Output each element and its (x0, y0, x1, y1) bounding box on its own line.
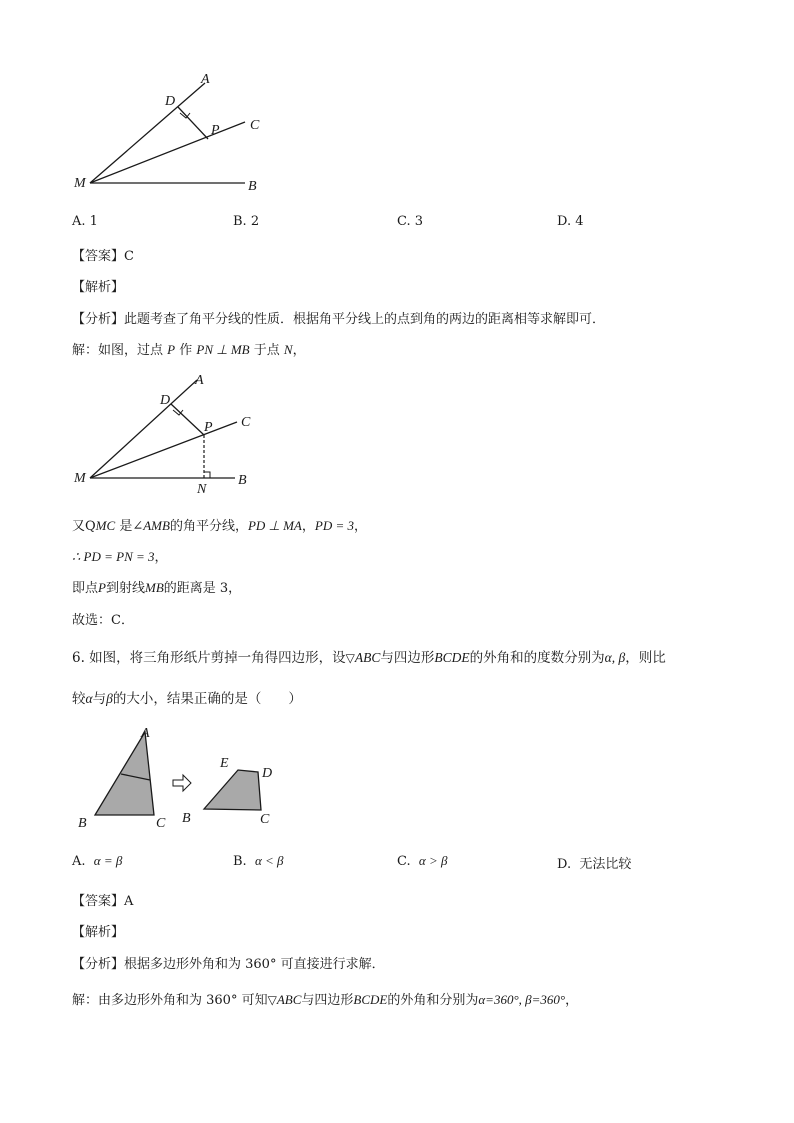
label-A: A (141, 726, 150, 741)
label-E: E (220, 756, 229, 771)
step-2: ∴ PD = PN = 3， (72, 549, 168, 565)
q6-option-c: C. α > β (397, 853, 448, 869)
step-3: 即点P到射线MB的距离是 3， (72, 580, 242, 596)
q6-answer-line: 【答案】A (72, 894, 134, 909)
label-D: D (165, 94, 176, 109)
label-N: N (197, 482, 207, 497)
label-P: P (204, 420, 213, 435)
label-C: C (250, 118, 260, 133)
option-a: A. 1 (72, 214, 98, 229)
label-D: D (160, 393, 171, 408)
analysis-text: 【分析】此题考查了角平分线的性质．根据角平分线上的点到角的两边的距离相等求解即可． (72, 312, 606, 327)
label-M: M (74, 471, 86, 486)
q6-option-b: B. α < β (233, 853, 284, 869)
arrow-right-icon (173, 775, 191, 791)
label-A: A (201, 72, 210, 87)
label-B: B (248, 179, 257, 194)
label-B2: B (182, 811, 191, 826)
label-C: C (241, 415, 251, 430)
solution-intro: 解：如图，过点 P 作 PN ⊥ MB 于点 N， (72, 342, 306, 358)
q6-analysis-title: 【解析】 (72, 925, 125, 940)
angle-bisector-figure-2 (60, 368, 290, 498)
q6-solution: 解：由多边形外角和为 360° 可知▽ABC与四边形BCDE的外角和分别为α=360°, β=360°， (72, 992, 579, 1008)
label-A: A (195, 373, 204, 388)
label-M: M (74, 176, 86, 191)
q6-analysis-text: 【分析】根据多边形外角和为 360° 可直接进行求解． (72, 957, 385, 972)
step-1: 又QMC 是∠AMB的角平分线，PD ⊥ MA，PD = 3， (72, 518, 368, 534)
analysis-title: 【解析】 (72, 280, 125, 295)
answer-line: 【答案】C (72, 249, 134, 264)
q6-option-a: A. α = β (72, 853, 123, 869)
option-b: B. 2 (233, 214, 260, 229)
label-B: B (238, 473, 247, 488)
label-D: D (262, 766, 273, 781)
q6-line-1: 6. 如图，将三角形纸片剪掉一角得四边形，设▽ABC与四边形BCDE的外角和的度数分别为α, β，则比 (72, 650, 666, 666)
q6-line-2: 较α与β的大小，结果正确的是（ ） (72, 691, 302, 707)
option-d: D. 4 (557, 214, 584, 229)
q6-option-d: D. 无法比较 (557, 857, 632, 872)
option-c: C. 3 (397, 214, 424, 229)
triangle-cut-figure (70, 722, 300, 834)
label-B: B (78, 816, 87, 831)
label-P: P (211, 123, 220, 138)
label-C: C (156, 816, 166, 831)
conclusion: 故选：C． (72, 613, 134, 628)
angle-bisector-figure-1 (60, 65, 290, 200)
label-C2: C (260, 812, 270, 827)
